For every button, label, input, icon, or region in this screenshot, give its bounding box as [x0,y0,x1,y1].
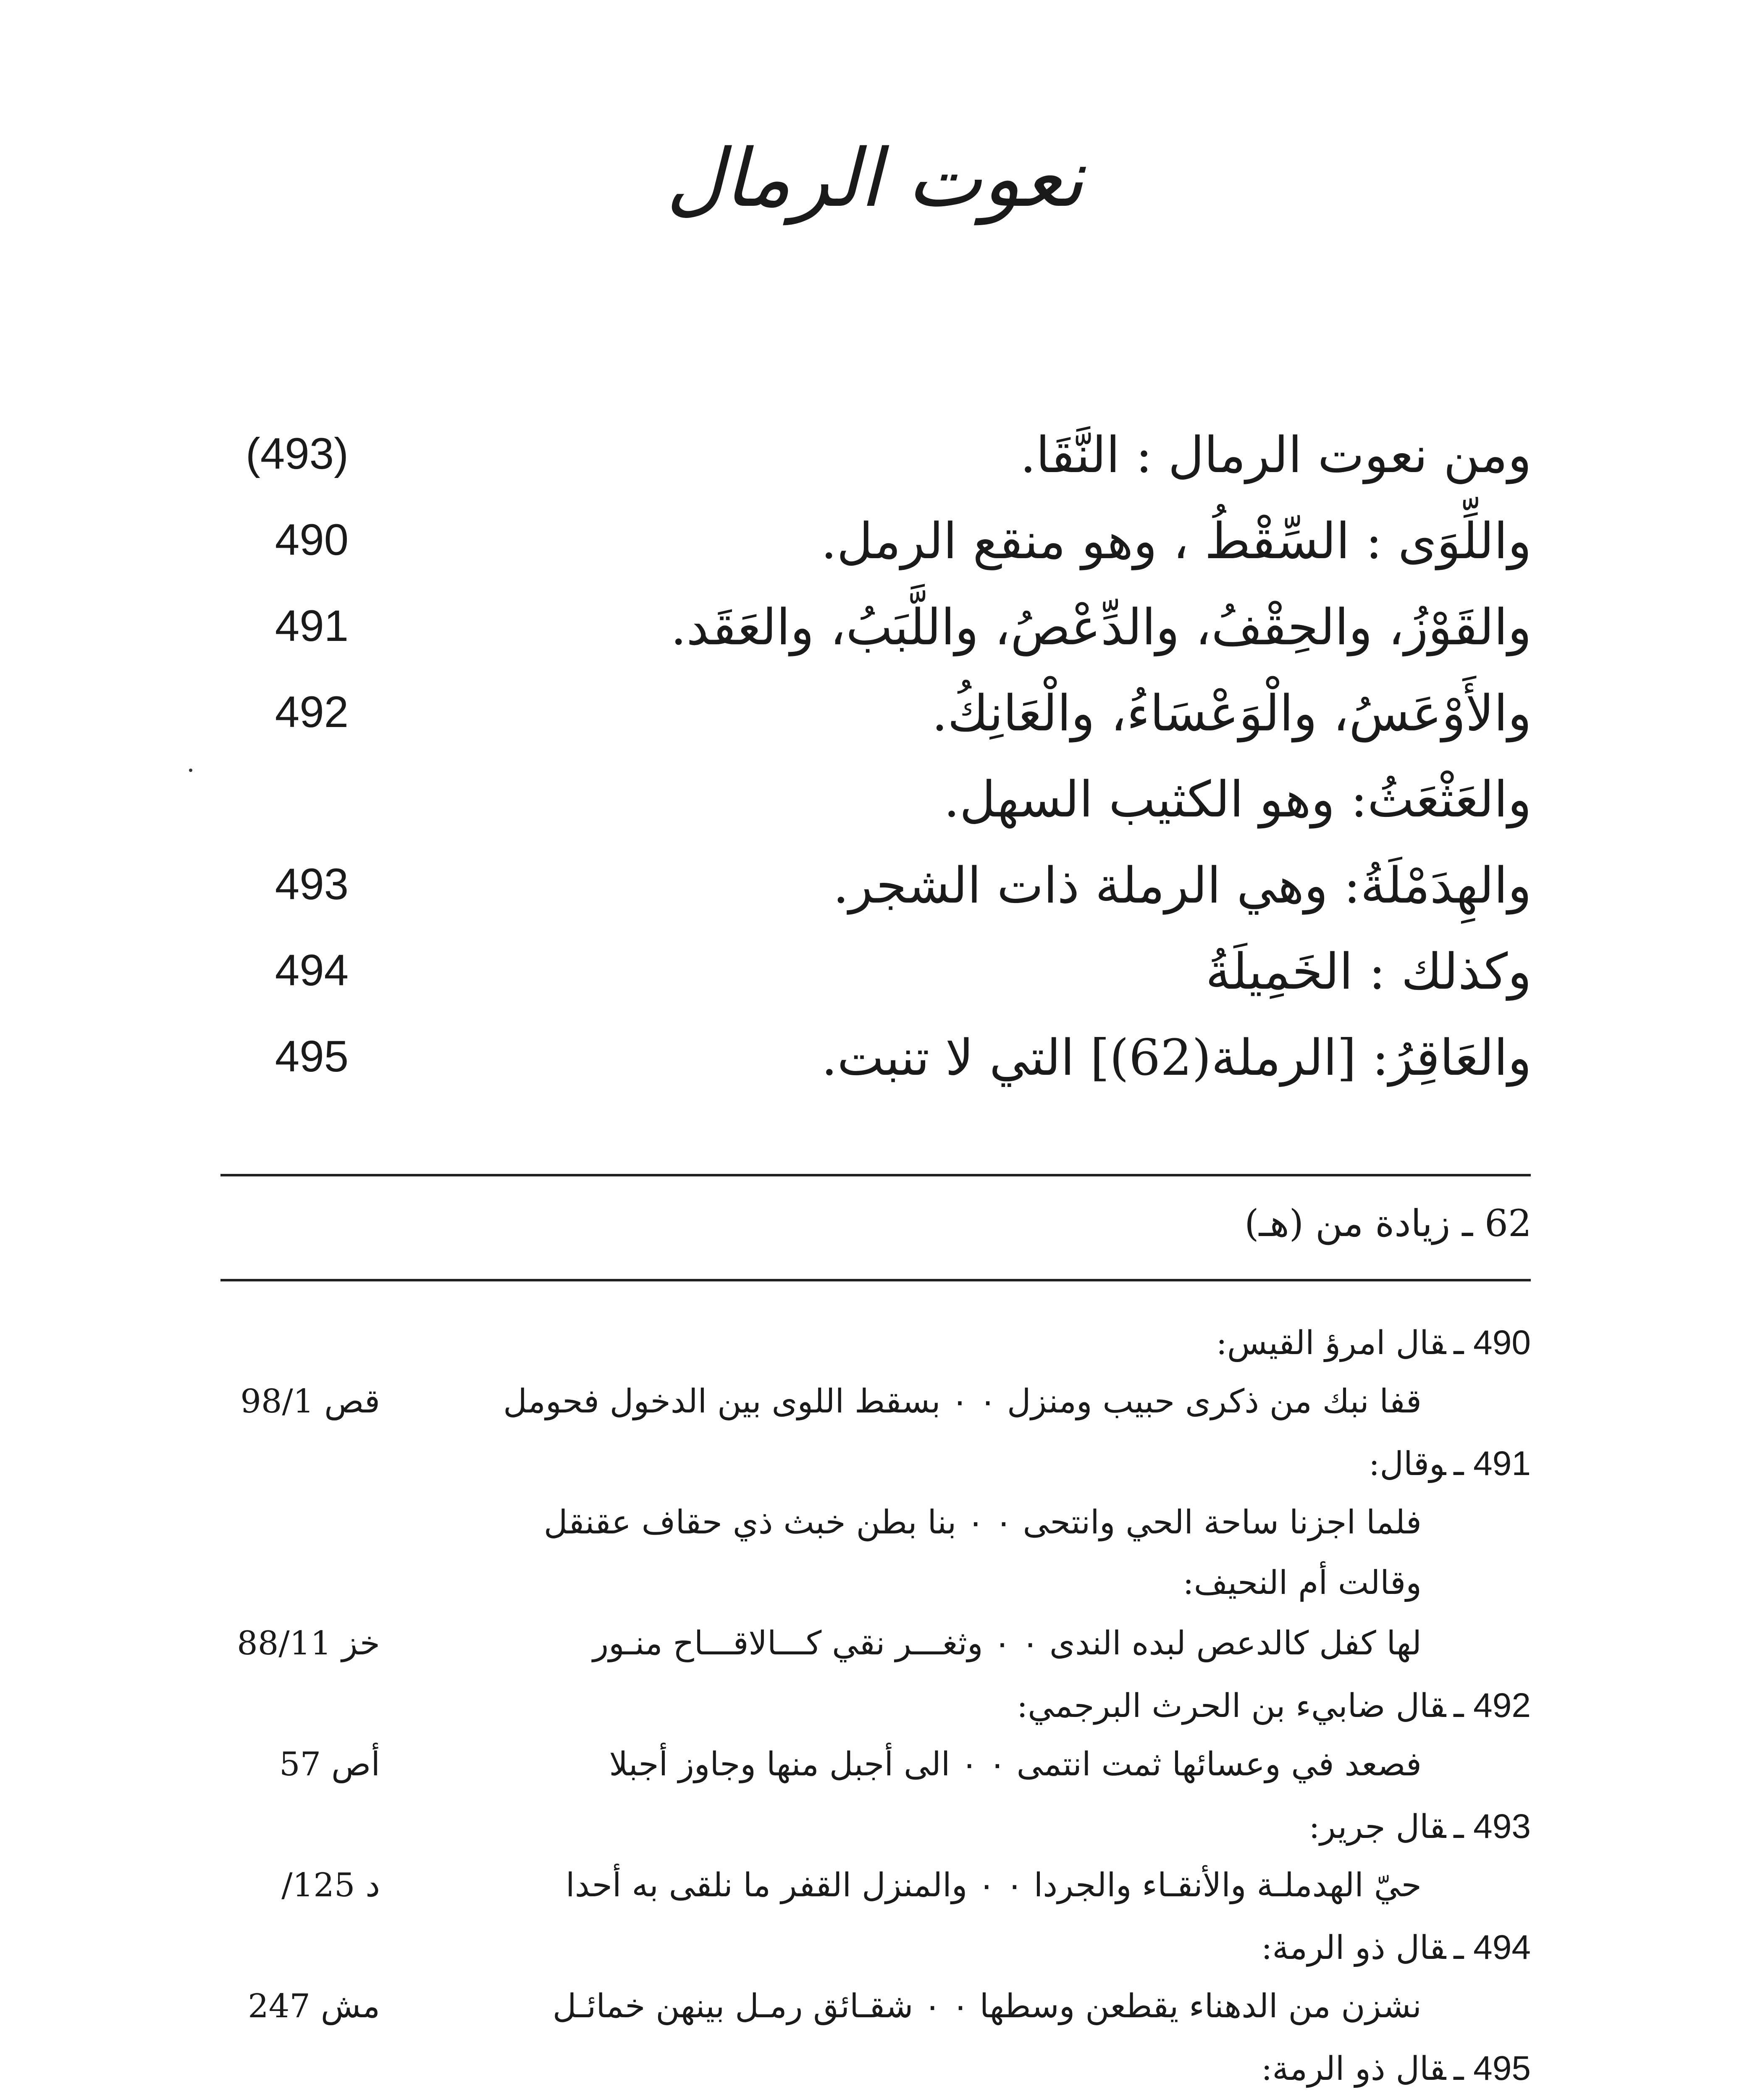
note-number: 491 ـ [1454,1444,1531,1483]
note-line [220,1740,1531,1801]
note-verse: فلما اجزنا ساحة الحي وانتحى ۰ ۰ بنا بطن خبث ذي حقاف عقنقل [543,1504,1422,1541]
entry-text: والقَوْزُ، والحِقْفُ، والدِّعْصُ، واللَّبَبُ، والعَقَد. [670,598,1532,656]
note-head [1369,1438,1531,1489]
entry [0,682,1750,769]
note-line [220,1619,1531,1680]
note-line [220,1861,1531,1922]
entry-text: ومن نعوت الرمال : النَّقَا. [1020,426,1532,484]
entry [0,769,1750,855]
scan-speck [189,769,192,772]
note-text: قال امرؤ القيس: [1216,1324,1446,1362]
note-line [220,1559,1531,1619]
entry-number: 492 [275,688,349,737]
entry-text: وكذلك : الخَمِيلَةُ [1205,942,1532,1000]
note-reference: د 125/ [281,1866,380,1904]
entries-list [0,424,1750,1113]
note-verse: لها كفل كالدعص لبده الندى ۰ ۰ وثغـــر نقي كـــالاقـــاح منـور [593,1625,1422,1662]
note-verse: نشزن من الدهناء يقطعن وسطها ۰ ۰ شقـائق رمـل بينهن خمائـل [552,1987,1422,2025]
note-line [220,1438,1531,1498]
note-number: 495 ـ [1454,2049,1531,2087]
entry-number: (493) [245,429,349,478]
note-reference: قص 98/1 [240,1383,380,1420]
note-verse: وقالت أم النحيف: [1183,1564,1422,1602]
note-line [220,2042,1531,2100]
note-verse: فصعد في وعسائها ثمت انتمى ۰ ۰ الى أجبل منها وجاوز أجبلا [609,1746,1422,1783]
note-head [1523,1619,1531,1671]
entry-number: 491 [275,601,349,651]
note-verse: حيّ الهدملـة والأنقـاء والجردا ۰ ۰ والمنزل القفر ما نلقى به أحدا [566,1866,1422,1904]
note-head [1523,1559,1531,1610]
divider-bottom [220,1279,1531,1281]
note-reference: أص 57 [279,1746,380,1783]
entry-text: والعَثْعَثُ: وهو الكثيب السهل. [944,770,1532,828]
note-number: 493 ـ [1454,1807,1531,1845]
note-head [1523,1498,1531,1550]
entry [0,424,1750,510]
entry-text: والأَوْعَسُ، والْوَعْسَاءُ، والْعَانِكُ. [931,684,1532,742]
note-head [1216,1317,1531,1368]
note-text: قال جرير: [1309,1808,1446,1846]
note-text: وقال: [1369,1445,1446,1483]
divider-top [220,1174,1531,1176]
entry-text: والعَاقِرُ: [الرملة(62)] التي لا تنبت. [821,1029,1532,1087]
note-line [220,1498,1531,1559]
note-line [220,1317,1531,1377]
entry [0,855,1750,941]
note-line [220,1922,1531,1982]
note-head [1523,1861,1531,1913]
note-number: 490 ـ [1454,1323,1531,1362]
note-verse: قفا نبك من ذكرى حبيب ومنزل ۰ ۰ بسقط اللوى بين الدخول فحومل [503,1383,1422,1420]
notes-list [220,1317,1531,2100]
note-head [1261,2042,1531,2094]
entry-text: واللِّوَى : السِّقْطُ ، وهو منقع الرمل. [821,512,1532,570]
note-reference: خز 88/11 [237,1625,380,1662]
entry-number: 494 [275,946,349,995]
note-text: قال ضابيء بن الحرث البرجمي: [1016,1687,1446,1725]
note-number: 492 ـ [1454,1686,1531,1725]
entry-text: والهِدَمْلَةُ: وهي الرملة ذات الشجر. [833,856,1532,914]
entry [0,941,1750,1027]
note-head [1523,1377,1531,1429]
note-line [220,1801,1531,1861]
note-head [1017,1680,1531,1731]
note-head [1523,1740,1531,1792]
note-text: قال ذو الرمة: [1261,2050,1446,2088]
entry [0,1027,1750,1113]
note-line [220,1982,1531,2042]
entry-number: 493 [275,860,349,909]
entry-number: 490 [275,515,349,564]
note-head [1523,1982,1531,2034]
entry [0,596,1750,682]
entry-number: 495 [275,1032,349,1081]
note-line [220,1377,1531,1438]
footnote: 62 ـ زيادة من (هـ) [1244,1202,1532,1245]
entry [0,510,1750,596]
note-text: قال ذو الرمة: [1261,1929,1446,1967]
note-reference: مش 247 [248,1987,380,2025]
note-number: 494 ـ [1454,1928,1531,1966]
note-line [220,1680,1531,1740]
note-head [1261,1922,1531,1973]
page-title: نعوت الرمال [666,132,1084,225]
note-head [1309,1801,1531,1852]
